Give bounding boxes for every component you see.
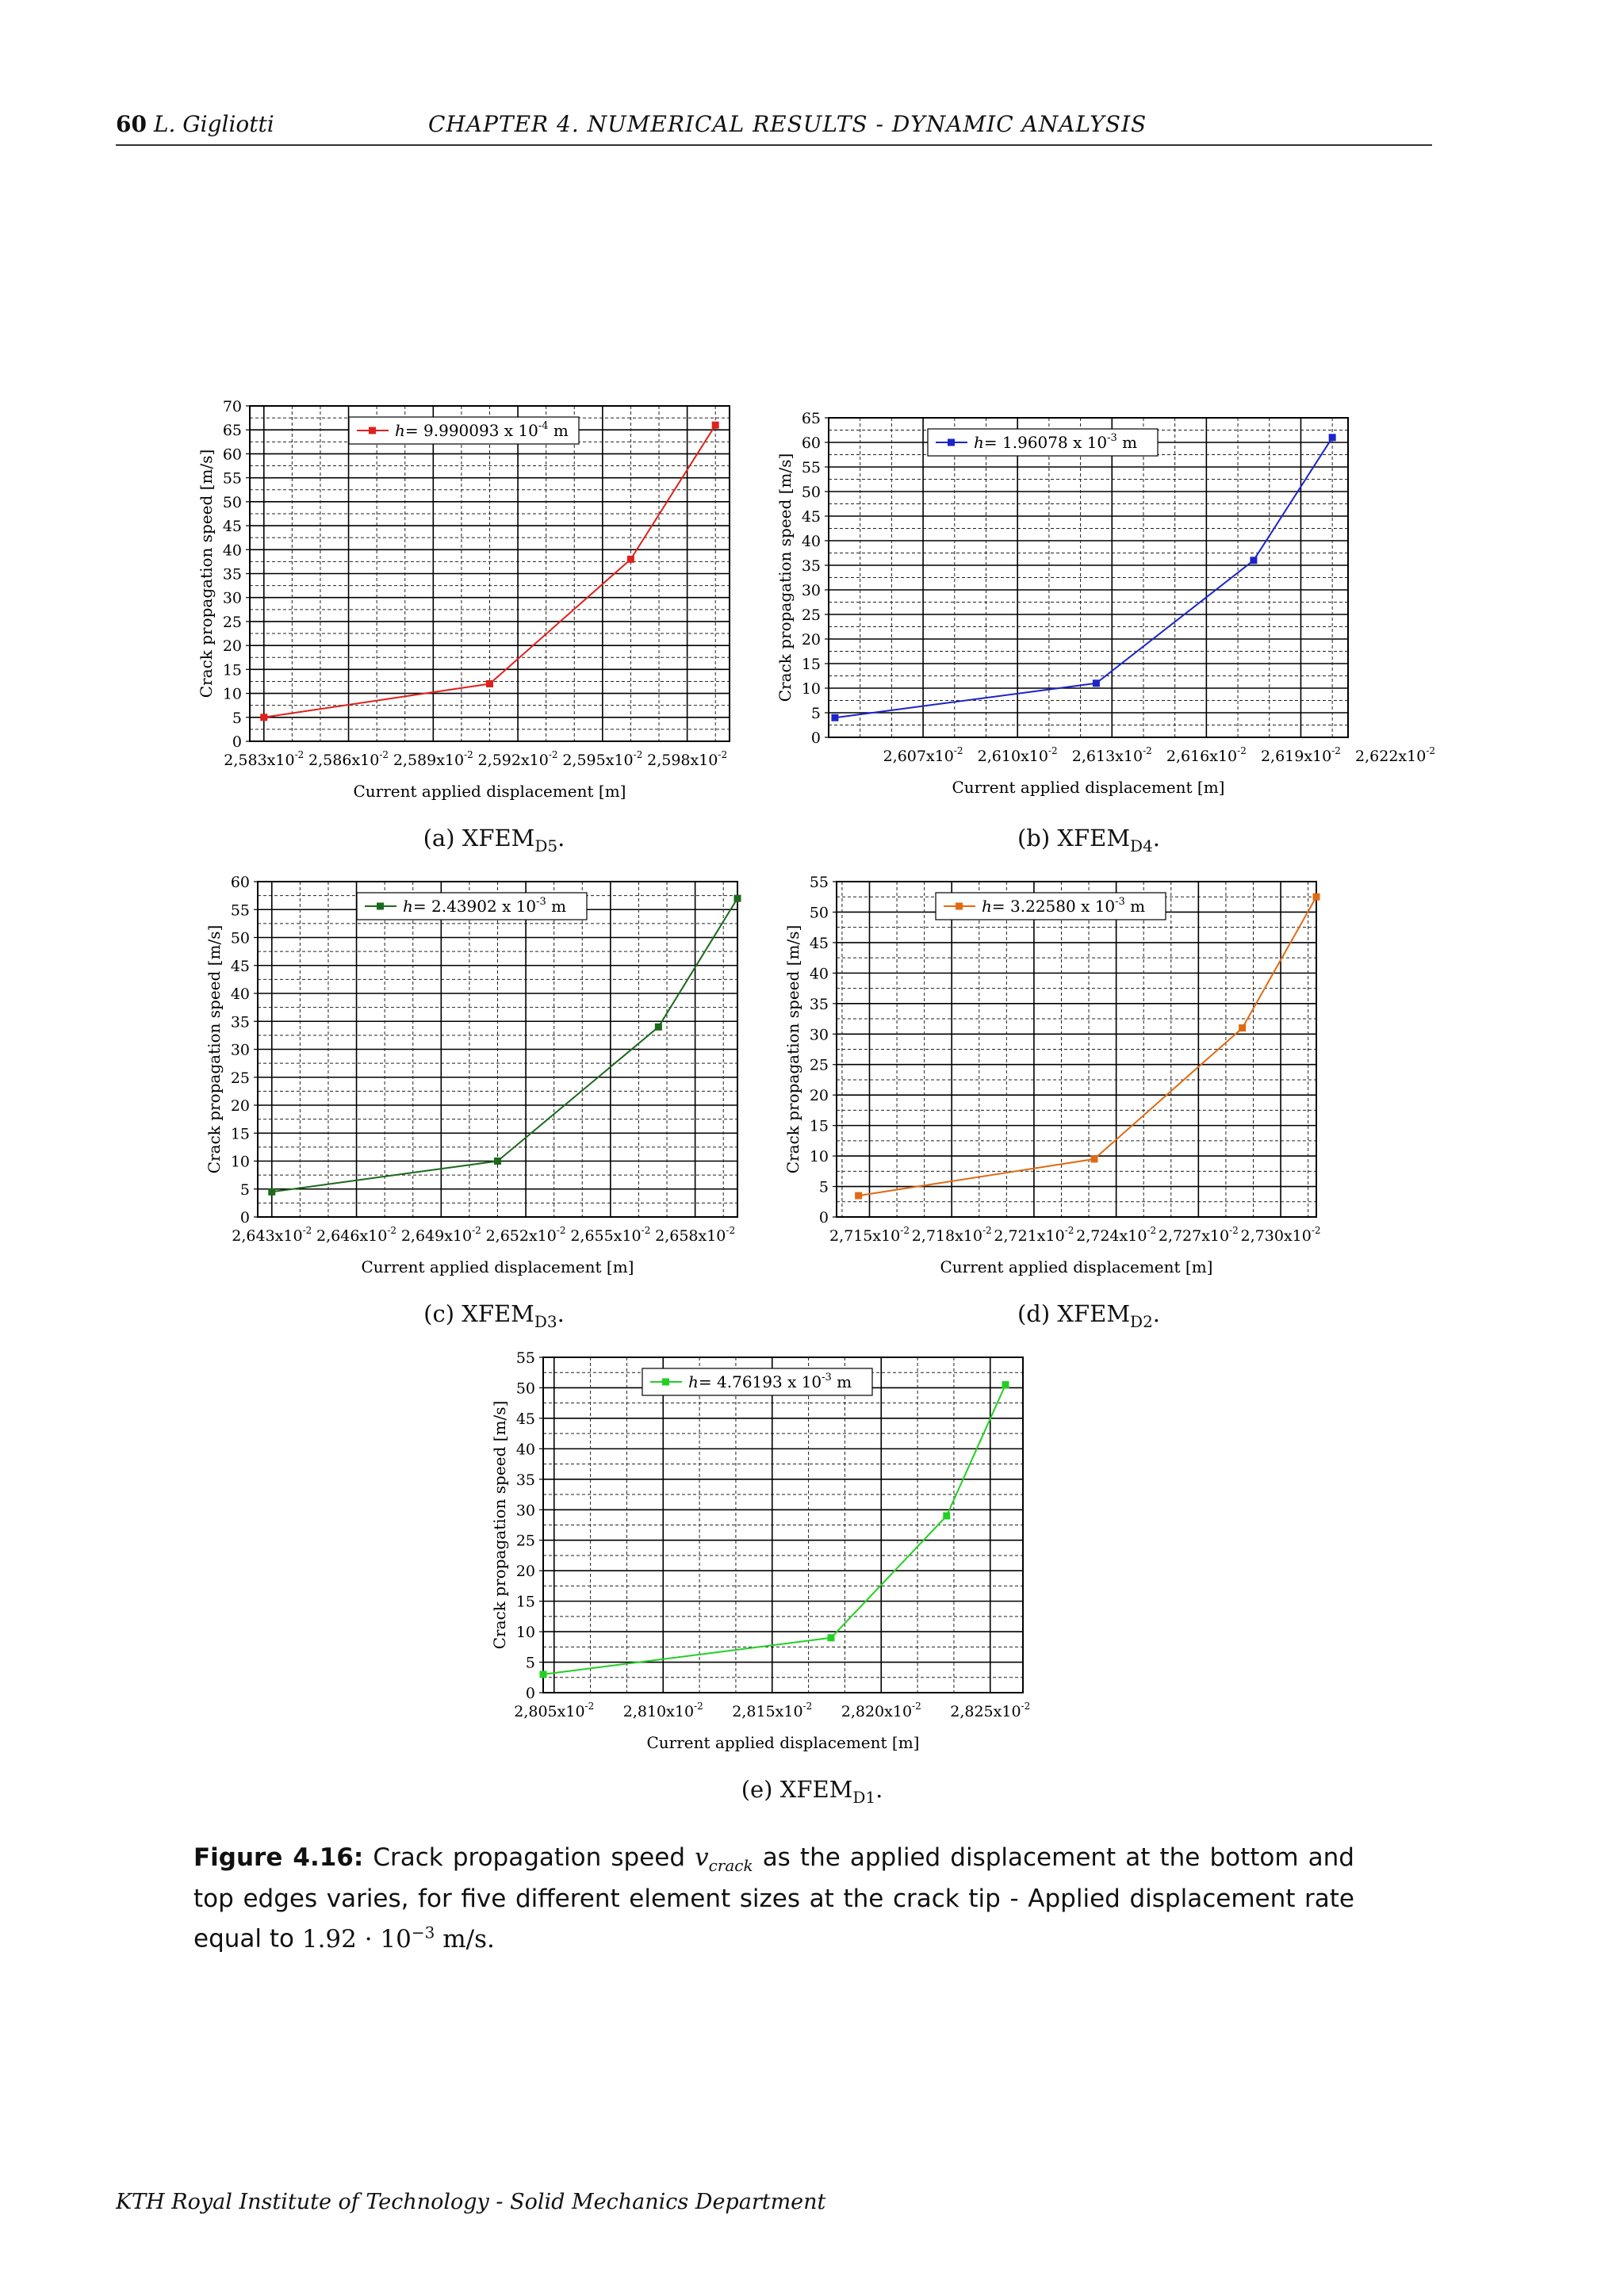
- y-tick-label: 45: [515, 1410, 535, 1428]
- y-tick-label: 55: [222, 469, 242, 488]
- y-tick-label: 20: [222, 637, 242, 656]
- x-tick-label: $2,607x10^{-2}$: [883, 745, 963, 765]
- data-point: [1239, 1024, 1246, 1031]
- x-tick-label: $2,730x10^{-2}$: [1240, 1225, 1321, 1245]
- legend-label: h= 2.43902 x $10^{-3}$ m: [403, 896, 567, 916]
- y-tick-label: 35: [230, 1013, 250, 1031]
- x-tick-label: $2,598x10^{-2}$: [647, 749, 728, 769]
- page-number: 60: [116, 111, 147, 137]
- y-tick-label: 50: [230, 929, 250, 947]
- y-tick-label: 5: [818, 1178, 829, 1196]
- y-tick-label: 10: [801, 680, 821, 698]
- y-axis-label: Crack propagation speed [m/s]: [776, 453, 795, 702]
- x-tick-label: $2,727x10^{-2}$: [1158, 1225, 1239, 1245]
- caption-c: (c) $XFEM_{D3}$.: [423, 1300, 565, 1331]
- y-tick-label: 20: [801, 631, 821, 649]
- y-tick-label: 35: [809, 995, 829, 1013]
- y-tick-label: 0: [810, 729, 821, 747]
- y-tick-label: 50: [515, 1380, 535, 1398]
- x-axis-label: Current applied displacement [m]: [353, 782, 626, 801]
- data-point: [831, 714, 838, 721]
- series-line: [272, 898, 737, 1192]
- x-tick-label: $2,820x10^{-2}$: [841, 1701, 921, 1720]
- caption-d: (d) $XFEM_{D2}$.: [1017, 1300, 1161, 1331]
- data-point: [655, 1024, 662, 1031]
- y-tick-label: 0: [232, 733, 242, 751]
- series-line: [543, 1385, 1005, 1674]
- data-point: [712, 422, 719, 429]
- y-tick-label: 15: [801, 656, 821, 673]
- data-point: [486, 680, 493, 687]
- data-point: [1093, 679, 1100, 687]
- page-header: [116, 111, 1432, 143]
- x-tick-label: $2,610x10^{-2}$: [977, 745, 1058, 765]
- x-tick-label: $2,643x10^{-2}$: [232, 1225, 312, 1245]
- y-tick-label: 15: [809, 1117, 829, 1135]
- caption-e: (e) $XFEM_{D1}$.: [741, 1776, 883, 1807]
- y-tick-label: 45: [801, 508, 821, 526]
- data-point: [828, 1634, 835, 1641]
- legend-marker: [662, 1379, 669, 1386]
- y-axis-label: Crack propagation speed [m/s]: [197, 449, 216, 698]
- legend-label: h= 3.22580 x $10^{-3}$ m: [982, 896, 1146, 916]
- y-axis-label: Crack propagation speed [m/s]: [205, 924, 224, 1174]
- y-tick-label: 25: [801, 607, 821, 624]
- y-tick-label: 55: [809, 874, 829, 891]
- y-tick-label: 40: [515, 1441, 535, 1459]
- x-tick-label: $2,652x10^{-2}$: [485, 1225, 566, 1245]
- y-tick-label: 15: [222, 661, 242, 679]
- x-tick-label: $2,592x10^{-2}$: [477, 749, 558, 769]
- legend-label: h= 9.990093 x $10^{-4}$ m: [395, 420, 569, 440]
- x-tick-label: $2,658x10^{-2}$: [655, 1225, 736, 1245]
- x-tick-label: $2,583x10^{-2}$: [224, 749, 304, 769]
- y-tick-label: 45: [809, 934, 829, 952]
- x-tick-label: $2,595x10^{-2}$: [562, 749, 643, 769]
- y-tick-label: 30: [801, 582, 821, 599]
- legend-label: h= 4.76193 x $10^{-3}$ m: [688, 1372, 852, 1391]
- legend-label: h= 1.96078 x $10^{-3}$ m: [974, 432, 1138, 452]
- y-tick-label: 50: [801, 484, 821, 501]
- y-tick-label: 40: [809, 965, 829, 983]
- y-tick-label: 25: [230, 1069, 250, 1087]
- y-tick-label: 30: [809, 1026, 829, 1044]
- y-tick-label: 15: [230, 1125, 250, 1143]
- y-tick-label: 40: [222, 541, 242, 560]
- y-tick-label: 0: [525, 1685, 535, 1702]
- y-tick-label: 20: [809, 1087, 829, 1105]
- x-tick-label: $2,825x10^{-2}$: [950, 1701, 1031, 1720]
- y-tick-label: 55: [230, 901, 250, 920]
- plot-e: [492, 1348, 1063, 1776]
- x-tick-label: $2,619x10^{-2}$: [1260, 745, 1341, 765]
- x-tick-label: $2,655x10^{-2}$: [570, 1225, 651, 1245]
- y-tick-label: 5: [525, 1654, 535, 1672]
- y-tick-label: 60: [230, 874, 250, 891]
- y-tick-label: 30: [230, 1041, 250, 1059]
- y-tick-label: 15: [515, 1593, 535, 1611]
- caption-a: (a) $XFEM_{D5}$.: [423, 825, 565, 855]
- legend-marker: [377, 903, 384, 910]
- page-footer: KTH Royal Institute of Technology - Solid Mechanics Department: [116, 2190, 826, 2214]
- y-tick-label: 10: [515, 1624, 535, 1642]
- y-tick-label: 50: [809, 904, 829, 922]
- header-rule: [116, 144, 1432, 146]
- y-tick-label: 20: [515, 1563, 535, 1581]
- data-point: [260, 714, 267, 721]
- x-tick-label: $2,715x10^{-2}$: [829, 1225, 910, 1245]
- y-tick-label: 5: [810, 705, 821, 722]
- x-tick-label: $2,721x10^{-2}$: [994, 1225, 1074, 1245]
- plot-b: [776, 408, 1436, 821]
- y-tick-label: 25: [515, 1532, 535, 1550]
- x-tick-label: $2,724x10^{-2}$: [1076, 1225, 1157, 1245]
- x-axis-label: Current applied displacement [m]: [361, 1257, 634, 1276]
- y-tick-label: 40: [801, 533, 821, 550]
- y-tick-label: 5: [239, 1181, 250, 1199]
- plot-a: [198, 396, 769, 825]
- legend-marker: [369, 427, 376, 434]
- figure-caption: Figure 4.16: Crack propagation speed $v_{crack}$ as the applied displacement at the bottom and top edges varies, for five different element sizes at the crack tip - Applied displacement rate equal to $1.92 \cdot 10^{-3}$ m/s.: [193, 1843, 1354, 1954]
- y-tick-label: 30: [222, 589, 242, 607]
- x-tick-label: $2,613x10^{-2}$: [1071, 745, 1152, 765]
- x-tick-label: $2,815x10^{-2}$: [732, 1701, 813, 1720]
- plot-d: [785, 872, 1356, 1300]
- author: L. Gigliotti: [153, 111, 274, 137]
- data-point: [734, 895, 741, 902]
- data-point: [1313, 894, 1320, 901]
- figure-label: Figure 4.16:: [193, 1843, 364, 1872]
- x-tick-label: $2,810x10^{-2}$: [622, 1701, 703, 1720]
- x-tick-label: $2,718x10^{-2}$: [911, 1225, 992, 1245]
- x-axis-label: Current applied displacement [m]: [940, 1257, 1213, 1276]
- series-line: [859, 897, 1316, 1196]
- y-tick-label: 65: [222, 422, 242, 440]
- x-axis-label: Current applied displacement [m]: [952, 778, 1225, 797]
- y-tick-label: 35: [222, 565, 242, 584]
- y-tick-label: 60: [801, 434, 821, 452]
- y-tick-label: 10: [809, 1148, 829, 1166]
- y-tick-label: 0: [239, 1209, 250, 1226]
- data-point: [494, 1158, 501, 1165]
- y-tick-label: 70: [222, 398, 242, 415]
- y-tick-label: 55: [801, 459, 821, 476]
- y-axis-label: Crack propagation speed [m/s]: [490, 1400, 509, 1650]
- y-tick-label: 5: [232, 709, 242, 727]
- data-point: [1090, 1155, 1097, 1162]
- y-tick-label: 10: [222, 685, 242, 703]
- y-tick-label: 50: [222, 493, 242, 511]
- x-tick-label: $2,805x10^{-2}$: [514, 1701, 595, 1720]
- y-tick-label: 65: [801, 410, 821, 427]
- y-tick-label: 10: [230, 1153, 250, 1171]
- data-point: [1250, 557, 1257, 564]
- y-tick-label: 25: [222, 613, 242, 631]
- data-point: [855, 1192, 862, 1200]
- y-tick-label: 35: [801, 557, 821, 575]
- y-tick-label: 45: [230, 957, 250, 975]
- y-tick-label: 20: [230, 1097, 250, 1115]
- x-tick-label: $2,616x10^{-2}$: [1166, 745, 1247, 765]
- y-tick-label: 30: [515, 1502, 535, 1520]
- y-tick-label: 0: [818, 1209, 829, 1226]
- caption-b: (b) $XFEM_{D4}$.: [1017, 825, 1161, 855]
- y-tick-label: 60: [222, 446, 242, 464]
- data-point: [627, 556, 634, 563]
- data-point: [540, 1670, 547, 1678]
- data-point: [943, 1512, 950, 1519]
- legend-marker: [956, 903, 963, 910]
- x-tick-label: $2,622x10^{-2}$: [1355, 745, 1436, 765]
- data-point: [1002, 1381, 1009, 1388]
- data-point: [268, 1188, 275, 1196]
- legend-marker: [948, 439, 955, 446]
- data-point: [1329, 434, 1336, 441]
- y-tick-label: 45: [222, 518, 242, 536]
- x-axis-label: Current applied displacement [m]: [646, 1733, 920, 1752]
- y-axis-label: Crack propagation speed [m/s]: [783, 924, 802, 1174]
- y-tick-label: 40: [230, 985, 250, 1003]
- plot-c: [206, 872, 777, 1300]
- y-tick-label: 35: [515, 1471, 535, 1489]
- x-tick-label: $2,586x10^{-2}$: [308, 749, 389, 769]
- y-tick-label: 25: [809, 1056, 829, 1074]
- x-tick-label: $2,649x10^{-2}$: [400, 1225, 481, 1245]
- y-tick-label: 55: [515, 1349, 535, 1367]
- x-tick-label: $2,646x10^{-2}$: [316, 1225, 397, 1245]
- chapter-title: CHAPTER 4. NUMERICAL RESULTS - DYNAMIC ANALYSIS: [428, 111, 1147, 137]
- x-tick-label: $2,589x10^{-2}$: [393, 749, 473, 769]
